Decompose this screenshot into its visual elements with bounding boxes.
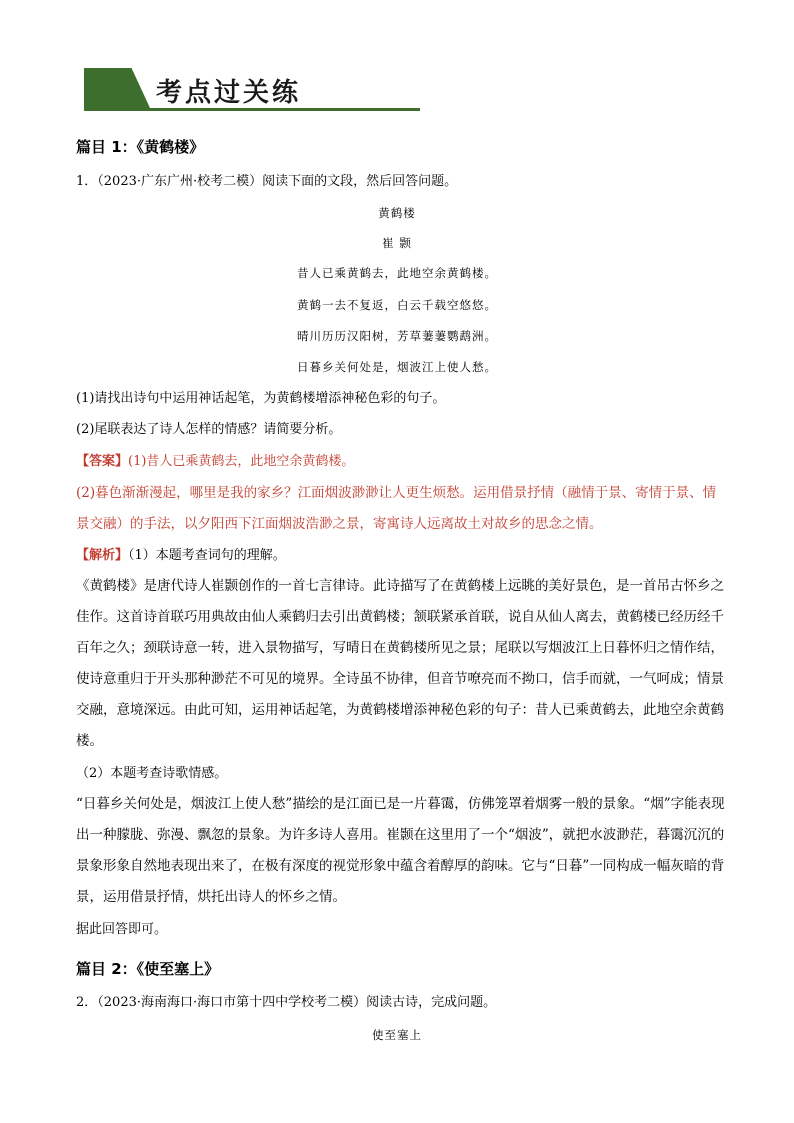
poem1-line: 日暮乡关何处是，烟波江上使人愁。	[297, 360, 497, 374]
analysis-head-2: （2）本题考查诗歌情感。	[76, 766, 228, 781]
analysis-body-1: 《黄鹤楼》是唐代诗人崔颢创作的一首七言律诗。此诗描写了在黄鹤楼上远眺的美好景色，是一首吊古怀乡之佳作。这首诗首联巧用典故由仙人乘鹤归去引出黄鹤楼；颔联紧承首联，说自从仙人离去，黄鹤楼已经历经千百年之久；颈联诗意一转，进入景物描写，写晴日在黄鹤楼所见之景；尾联以写烟波江上日暮怀归之情作结，使诗意重归于开头那种渺茫不可见的境界。全诗虽不协律，但音节嘹亮而不拗口，信手而就，一气呵成；情景交融，意境深远。由此可知，运用神话起笔，为黄鹤楼增添神秘色彩的句子：昔人已乘黄鹤去，此地空余黄鹤楼。	[76, 578, 724, 749]
poem1-line: 黄鹤一去不复返，白云千载空悠悠。	[297, 298, 497, 312]
poem2-title: 使至塞上	[372, 1028, 422, 1042]
section2-title: 篇目 2：《使至塞上》	[76, 960, 220, 978]
poem1-line: 昔人已乘黄鹤去，此地空余黄鹤楼。	[297, 266, 497, 280]
poem1-title: 黄鹤楼	[378, 206, 416, 220]
question2-prompt: 2．（2023·海南海口·海口市第十四中学校考二模）阅读古诗，完成问题。	[76, 995, 497, 1010]
section-banner	[84, 68, 420, 112]
answer-2: (2)暮色渐渐漫起，哪里是我的家乡？江面烟波渺渺让人更生烦愁。运用借景抒情（融情于景、寄情于景、情景交融）的手法，以夕阳西下江面烟波浩渺之景，寄寓诗人远离故土对故乡的思念之情。	[76, 485, 717, 532]
answer-tag: 【答案】	[76, 454, 129, 469]
analysis-tag: 【解析】	[76, 548, 129, 563]
analysis-block	[76, 548, 286, 564]
banner-title: 考点过关练	[156, 78, 302, 108]
question1-prompt: 1．（2023·广东广州·校考二模）阅读下面的文段，然后回答问题。	[76, 174, 458, 189]
poem1-line: 晴川历历汉阳树，芳草萋萋鹦鹉洲。	[297, 329, 497, 343]
conclusion: 据此回答即可。	[76, 922, 168, 937]
sub-question-1: (1)请找出诗句中运用神话起笔，为黄鹤楼增添神秘色彩的句子。	[76, 391, 446, 406]
sub-question-2: (2)尾联表达了诗人怎样的情感？请简要分析。	[76, 422, 342, 437]
banner-underline	[84, 108, 420, 111]
analysis-body-2: “日暮乡关何处是，烟波江上使人愁”描绘的是江面已是一片暮霭，仿佛笼罩着烟雾一般的景象。“烟”字能表现出一种朦胧、弥漫、飘忽的景象。为许多诗人喜用。崔颢在这里用了一个“烟波”，就把水波渺茫，暮霭沉沉的景象形象自然地表现出来了，在极有深度的视觉形象中蕴含着醇厚的韵味。它与“日暮”一同构成一幅灰暗的背景，运用借景抒情，烘托出诗人的怀乡之情。	[76, 796, 725, 905]
banner-decoration	[84, 68, 150, 108]
answer-block	[76, 454, 354, 470]
section1-title: 篇目 1：《黄鹤楼》	[76, 138, 205, 156]
answer-1: (1)昔人已乘黄鹤去，此地空余黄鹤楼。	[128, 454, 355, 469]
poem1-author: 崔 颢	[382, 236, 412, 250]
analysis-head: （1）本题考查词句的理解。	[128, 548, 286, 563]
